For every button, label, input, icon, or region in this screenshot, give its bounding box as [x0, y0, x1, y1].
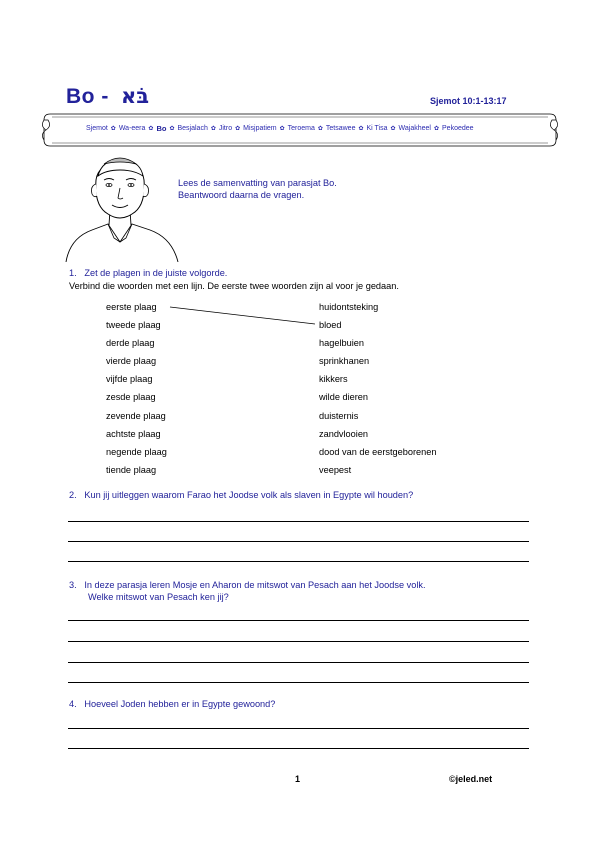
plague-name-item: kikkers — [319, 374, 348, 385]
plague-order-item: eerste plaag — [106, 302, 157, 312]
plague-order-item: derde plaag — [106, 338, 155, 349]
plague-order-item: zesde plaag — [106, 392, 156, 403]
plague-name-item: zandvlooien — [319, 428, 369, 439]
answer-line[interactable] — [68, 682, 529, 683]
flower-separator-icon: ✿ — [358, 126, 364, 132]
answer-line[interactable] — [68, 541, 529, 542]
question-number: 2. — [69, 490, 77, 500]
plague-order-item: tweede plaag — [106, 320, 161, 331]
parasha-link[interactable]: Tetsawee — [325, 125, 356, 132]
flower-separator-icon: ✿ — [317, 126, 323, 132]
answer-line[interactable] — [68, 521, 529, 522]
question-text: In deze parasja leren Mosje en Aharon de mitswot van Pesach aan het Joodse volk. — [84, 580, 426, 590]
torah-reference: Sjemot 10:1-13:17 — [430, 96, 507, 106]
page-title: Bo - — [66, 85, 109, 108]
flower-separator-icon: ✿ — [110, 126, 116, 132]
question-text: Zet de plagen in de juiste volgorde. — [84, 268, 228, 278]
flower-separator-icon: ✿ — [235, 126, 241, 132]
plague-name-item: dood van de eerstgeborenen — [319, 446, 437, 457]
parasha-link[interactable]: Wajakheel — [398, 125, 431, 132]
question-text-line-2: Welke mitswot van Pesach ken jij? — [88, 592, 229, 602]
parasha-link[interactable]: Sjemot — [86, 125, 108, 132]
flower-separator-icon: ✿ — [169, 126, 175, 132]
plague-order-item: vierde plaag — [106, 356, 157, 367]
flower-separator-icon: ✿ — [148, 126, 154, 132]
question-2 — [69, 490, 413, 500]
intro-line-1: Lees de samenvatting van parasjat Bo. — [178, 178, 337, 188]
flower-separator-icon: ✿ — [279, 126, 285, 132]
parasha-link[interactable]: Bo — [156, 124, 167, 133]
parasha-link[interactable]: Jitro — [218, 125, 233, 132]
parasha-link[interactable]: Besjalach — [177, 125, 208, 132]
plague-name-item: duisternis — [319, 410, 359, 421]
plague-order-item: vijfde plaag — [106, 374, 153, 385]
question-3 — [69, 579, 426, 603]
plague-name-item: veepest — [319, 464, 352, 475]
question-text: Kun jij uitleggen waarom Farao het Joodse volk als slaven in Egypte wil houden? — [84, 490, 414, 500]
connecting-line — [170, 307, 315, 324]
flower-separator-icon: ✿ — [433, 126, 440, 132]
answer-line[interactable] — [68, 748, 529, 749]
plague-order-item: zevende plaag — [106, 410, 166, 421]
page-title-hebrew: בֹּא — [121, 84, 150, 108]
intro-text — [178, 177, 337, 201]
plague-name-item: hagelbuien — [319, 338, 364, 349]
question-number: 4. — [69, 699, 77, 709]
plague-name-column — [319, 298, 437, 479]
question-1 — [69, 268, 227, 278]
question-1-instruction: Verbind die woorden met een lijn. De eerste twee woorden zijn al voor je gedaan. — [69, 281, 399, 291]
parasha-link[interactable]: Ki Tisa — [366, 125, 388, 132]
flower-separator-icon: ✿ — [210, 126, 216, 132]
plague-name-item: sprinkhanen — [319, 356, 370, 367]
plague-order-column — [106, 298, 167, 479]
answer-line[interactable] — [68, 662, 529, 663]
question-number: 1. — [69, 268, 77, 278]
intro-line-2: Beantwoord daarna de vragen. — [178, 190, 305, 200]
page-number: 1 — [295, 774, 301, 784]
flower-separator-icon: ✿ — [390, 126, 396, 132]
question-number: 3. — [69, 580, 77, 590]
answer-line[interactable] — [68, 641, 529, 642]
question-text: Hoeveel Joden hebben er in Egypte gewoond? — [84, 699, 276, 709]
parasha-link[interactable]: Pekoedee — [442, 125, 474, 132]
answer-line[interactable] — [68, 561, 529, 562]
boy-portrait-illustration — [62, 150, 180, 262]
plague-order-item: negende plaag — [106, 446, 167, 457]
plague-order-item: tiende plaag — [106, 464, 157, 475]
parasha-nav — [86, 124, 516, 133]
answer-line[interactable] — [68, 728, 529, 729]
question-4 — [69, 699, 275, 709]
parasha-link[interactable]: Misjpatiem — [243, 125, 277, 132]
plague-name-item: bloed — [319, 320, 342, 331]
plague-name-item: huidontsteking — [319, 302, 379, 312]
copyright: ©jeled.net — [449, 774, 493, 784]
plague-name-item: wilde dieren — [319, 392, 369, 403]
plague-order-item: achtste plaag — [106, 428, 161, 439]
answer-line[interactable] — [68, 620, 529, 621]
parasha-link[interactable]: Teroema — [287, 125, 315, 132]
parasha-link[interactable]: Wa-eera — [118, 125, 146, 132]
